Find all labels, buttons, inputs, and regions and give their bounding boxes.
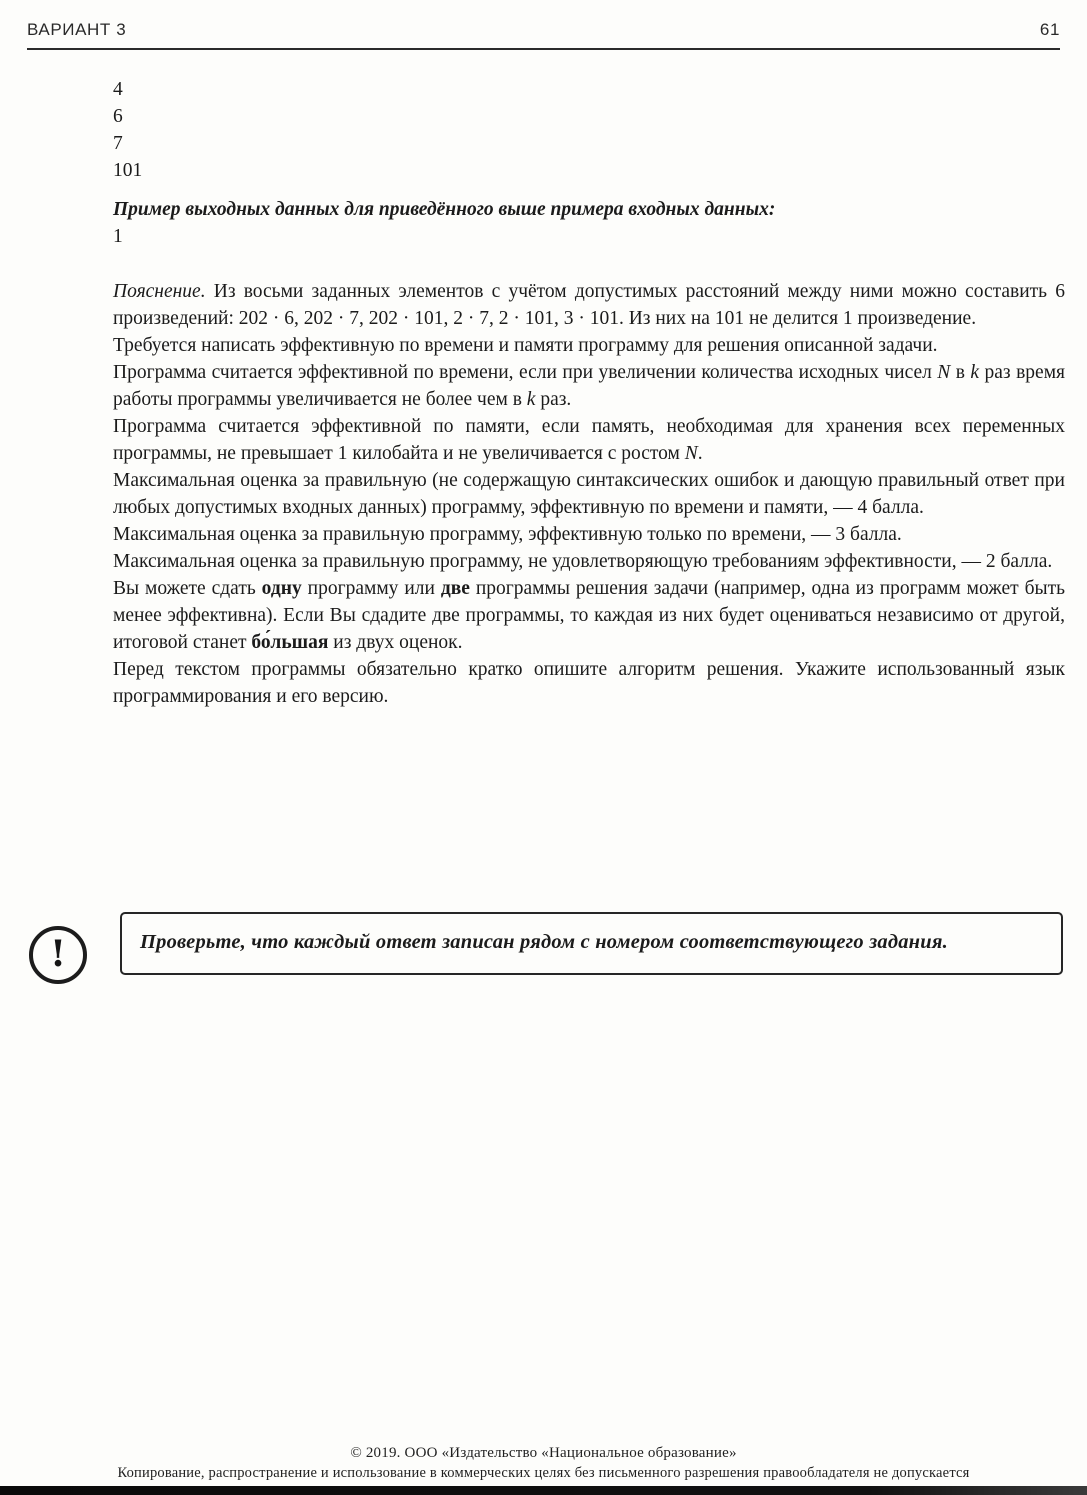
exclamation-glyph: ! [50, 933, 66, 975]
paragraph: Программа считается эффективной по времени, если при увеличении количества исходных чисел N в k раз время работы программы увеличивается не более чем в k раз. [113, 362, 1065, 410]
paragraph: Программа считается эффективной по памяти, если память, необходимая для хранения всех переменных программы, не превышает 1 килобайта и не увеличивается с ростом N. [113, 416, 1065, 464]
paragraph: Максимальная оценка за правильную программу, эффективную только по времени, — 3 балла. [113, 524, 902, 545]
paragraph: Максимальная оценка за правильную (не содержащую синтаксических ошибок и дающую правильный ответ при любых допустимых входных данных) программу, эффективную по времени и памяти, — 4 балла. [113, 470, 1065, 518]
variant-label: ВАРИАНТ 3 [27, 20, 127, 39]
scan-edge-strip [0, 1486, 1087, 1495]
page-footer [0, 1443, 1087, 1483]
copyright-line: © 2019. ООО «Издательство «Национальное образование» [350, 1445, 737, 1461]
sample-data-line: 101 [113, 160, 143, 181]
paragraph: Максимальная оценка за правильную программу, не удовлетворяющую требованиям эффективности, — 2 балла. [113, 551, 1053, 572]
usage-restriction-line: Копирование, распространение и использование в коммерческих целях без письменного разрешения правообладателя не допускается [117, 1465, 970, 1481]
paragraph: Вы можете сдать одну программу или две программы решения задачи (например, одна из программ может быть менее эффективна). Если Вы сдадите две программы, то каждая из них будет оцениваться независимо от другой, итоговой станет бо́льшая из двух оценок. [113, 578, 1066, 653]
sample-data-line: 4 [113, 79, 123, 100]
sample-data-line: 6 [113, 106, 123, 127]
notice [27, 912, 1063, 984]
paragraph: Требуется написать эффективную по времени и памяти программу для решения описанной задачи. [113, 335, 938, 356]
page-header [27, 20, 1060, 40]
exclamation-icon [29, 926, 87, 984]
page-number: 61 [1039, 20, 1060, 39]
document-body [113, 76, 1065, 710]
paragraph: Перед текстом программы обязательно кратко опишите алгоритм решения. Укажите использованный язык программирования и его версию. [113, 659, 1065, 707]
header-rule [27, 48, 1060, 50]
sample-data-line: 7 [113, 133, 123, 154]
paragraph: Пояснение. Из восьми заданных элементов с учётом допустимых расстояний между ними можно составить 6 произведений: 202 · 6, 202 · 7, 202 · 101, 2 · 7, 2 · 101, 3 · 101. Из них на 101 не делится 1 произведение. [113, 281, 1065, 329]
paragraph: Пример выходных данных для приведённого выше примера входных данных: [113, 199, 776, 220]
notice-text: Проверьте, что каждый ответ записан рядом с номером соответствующего задания. [140, 931, 948, 953]
paragraph: 1 [113, 226, 123, 247]
notice-box [120, 912, 1063, 975]
